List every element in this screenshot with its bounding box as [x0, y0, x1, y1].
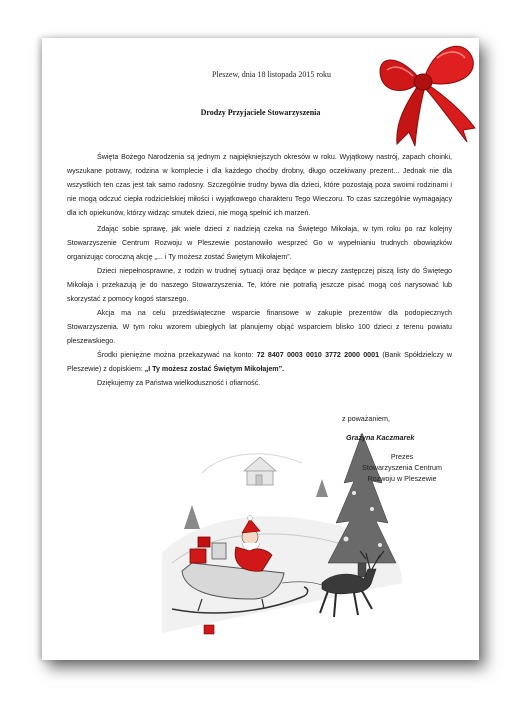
signer-role-line: Rozwoju w Pleszewie [367, 474, 437, 483]
letter-page [42, 38, 479, 660]
account-number: 72 8407 0003 0010 3772 2000 0001 [256, 351, 380, 359]
letter-paragraph: Święta Bożego Narodzenia są jednym z najpiękniejszych okresów w roku. Wyjątkowy nastrój, zapach choinki, wyszukane potrawy, rodzina w komplecie i dla każdego choćby drobny, długo oczekiwany prezent... Jednak nie dla wszystkich ten czas jest tak samo radosny. Szczególnie trudny bywa dla dzieci, które pozostają poza swoimi rodzinami i nie mogą odczuć ciepła rodzicielskiej miłości i wyjątkowego charakteru Tego Wieczoru. To czas szczególnie wymagający dla ich opiekunów, którzy widząc smutek dzieci, nie mogą spełnić ich marzeń. [67, 153, 452, 217]
signer-role [342, 451, 462, 484]
letter-paragraph: Akcja ma na celu przedświąteczne wsparcie finansowe w zakupie prezentów dla podopiecznych Stowarzyszenia. W tym roku wzorem ubiegłych lat planujemy objąć wsparciem blisko 100 dzieci z terenu powiatu pleszewskiego. [67, 309, 452, 345]
signer-role-line: Stowarzyszenia Centrum [362, 463, 442, 472]
red-ribbon-bow-icon [367, 38, 479, 160]
donation-lead: Środki pieniężne można przekazywać na konto: [97, 351, 254, 359]
signer-role-line: Prezes [390, 452, 414, 461]
letter-paragraph: Dziękujemy za Państwa wielkoduszność i ofiarność. [97, 379, 261, 387]
donation-note: „I Ty możesz zostać Świętym Mikołajem”. [144, 365, 285, 373]
signer-name: Grażyna Kaczmarek [346, 433, 415, 442]
letter-date: Pleszew, dnia 18 listopada 2015 roku [212, 70, 332, 79]
signature-block [342, 413, 462, 484]
donation-paragraph [67, 348, 452, 376]
letter-paragraph: Zdając sobie sprawę, jak wiele dzieci z nadzieją czeka na Świętego Mikołaja, w tym roku po raz kolejny Stowarzyszenie Centrum Rozwoju w Pleszewie postanowiło wesprzeć Go w wypełnianiu trudnych obowiązków organizując coroczną akcję „... i Ty możesz zostać Świętym Mikołajem”. [67, 225, 452, 261]
letter-salutation: Drodzy Przyjaciele Stowarzyszenia [200, 108, 321, 117]
letter-paragraph: Dzieci niepełnosprawne, z rodzin w trudnej sytuacji oraz będące w pieczy zastępczej piszą listy do Świętego Mikołaja i przekazują je do naszego Stowarzyszenia. Te, które nie potrafią jeszcze pisać mogą coś narysować lub skorzystać z pomocy kogoś starszego. [67, 267, 452, 303]
letter-body [67, 150, 452, 390]
closing-text: z poważaniem, [342, 414, 390, 423]
bank-info: (Bank Spółdzielczy w Pleszewie) z dopiskiem: [67, 351, 452, 373]
